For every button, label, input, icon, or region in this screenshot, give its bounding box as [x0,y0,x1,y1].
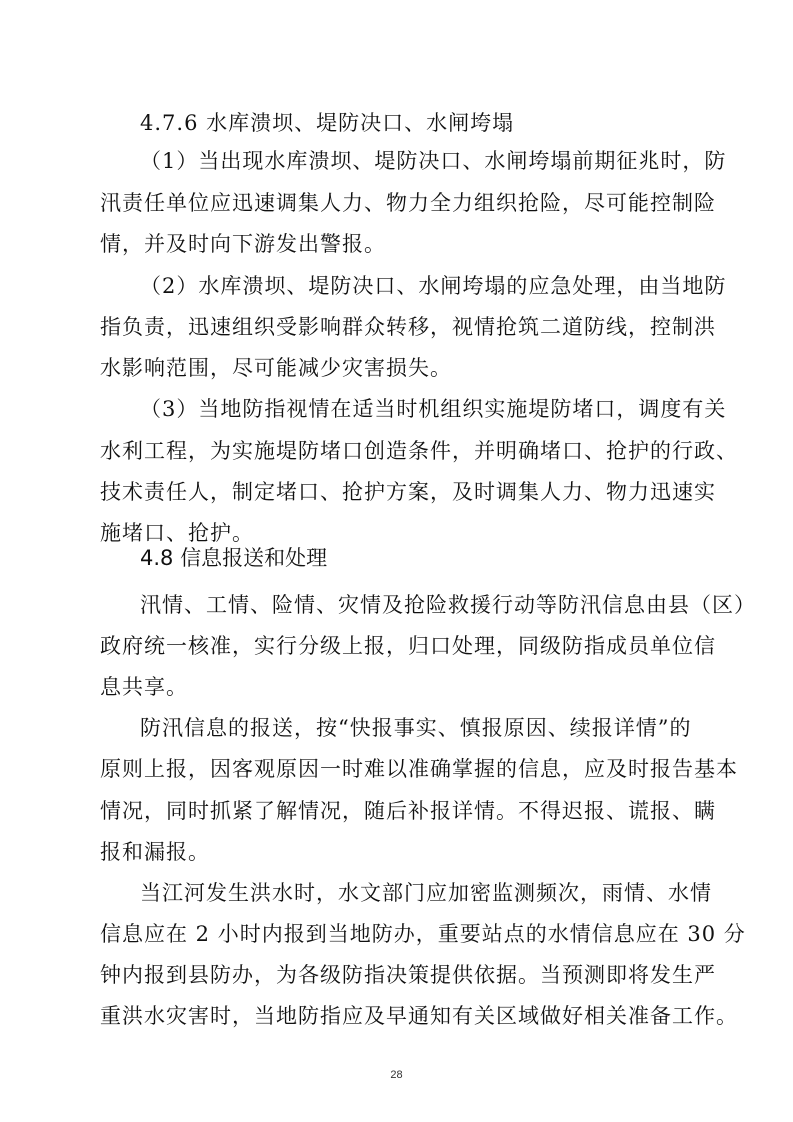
paragraph-line: 原则上报，因客观原因一时难以准确掌握的信息，应及时报告基本 [100,757,738,781]
paragraph-line: 政府统一核准，实行分级上报，归口处理，同级防指成员单位信 [100,634,716,658]
paragraph-line: 情，并及时向下游发出警报。 [100,232,386,256]
paragraph-line: 当江河发生洪水时，水文部门应加密监测频次，雨情、水情 [140,881,712,905]
paragraph-line: 防汛信息的报送，按“快报事实、慎报原因、续报详情”的 [140,716,692,740]
paragraph-line: 钟内报到县防办，为各级防指决策提供依据。当预测即将发生严 [100,963,716,987]
paragraph-line: 技术责任人，制定堵口、抢护方案，及时调集人力、物力迅速实 [100,480,716,504]
paragraph-line: 指负责，迅速组织受影响群众转移，视情抢筑二道防线，控制洪 [100,315,716,339]
paragraph-line: 水影响范围，尽可能减少灾害损失。 [100,356,452,380]
paragraph-line: 汛责任单位应迅速调集人力、物力全力组织抢险，尽可能控制险 [100,191,716,215]
paragraph-line: （2）水库溃坝、堤防决口、水闸垮塌的应急处理，由当地防 [140,274,727,298]
paragraph-line: 水利工程，为实施堤防堵口创造条件，并明确堵口、抢护的行政、 [100,439,738,463]
paragraph-line: （3）当地防指视情在适当时机组织实施堤防堵口，调度有关 [140,397,727,421]
section-heading-4-8: 4.8 信息报送和处理 [140,546,328,570]
paragraph-line: 重洪水灾害时，当地防指应及早通知有关区域做好相关准备工作。 [100,1004,738,1028]
page-number: 28 [390,1069,403,1081]
paragraph-line: 施堵口、抢护。 [100,521,254,545]
paragraph-line: （1）当出现水库溃坝、堤防决口、水闸垮塌前期征兆时，防 [140,149,727,173]
paragraph-line: 报和漏报。 [100,840,210,864]
section-heading-4-7-6: 4.7.6 水库溃坝、堤防决口、水闸垮塌 [140,111,515,135]
paragraph-line: 汛情、工情、险情、灾情及抢险救援行动等防汛信息由县（区） [140,593,756,617]
paragraph-line: 信息应在 2 小时内报到当地防办，重要站点的水情信息应在 30 分 [100,922,746,946]
paragraph-line: 息共享。 [100,675,188,699]
paragraph-line: 情况，同时抓紧了解情况，随后补报详情。不得迟报、谎报、瞒 [100,799,716,823]
